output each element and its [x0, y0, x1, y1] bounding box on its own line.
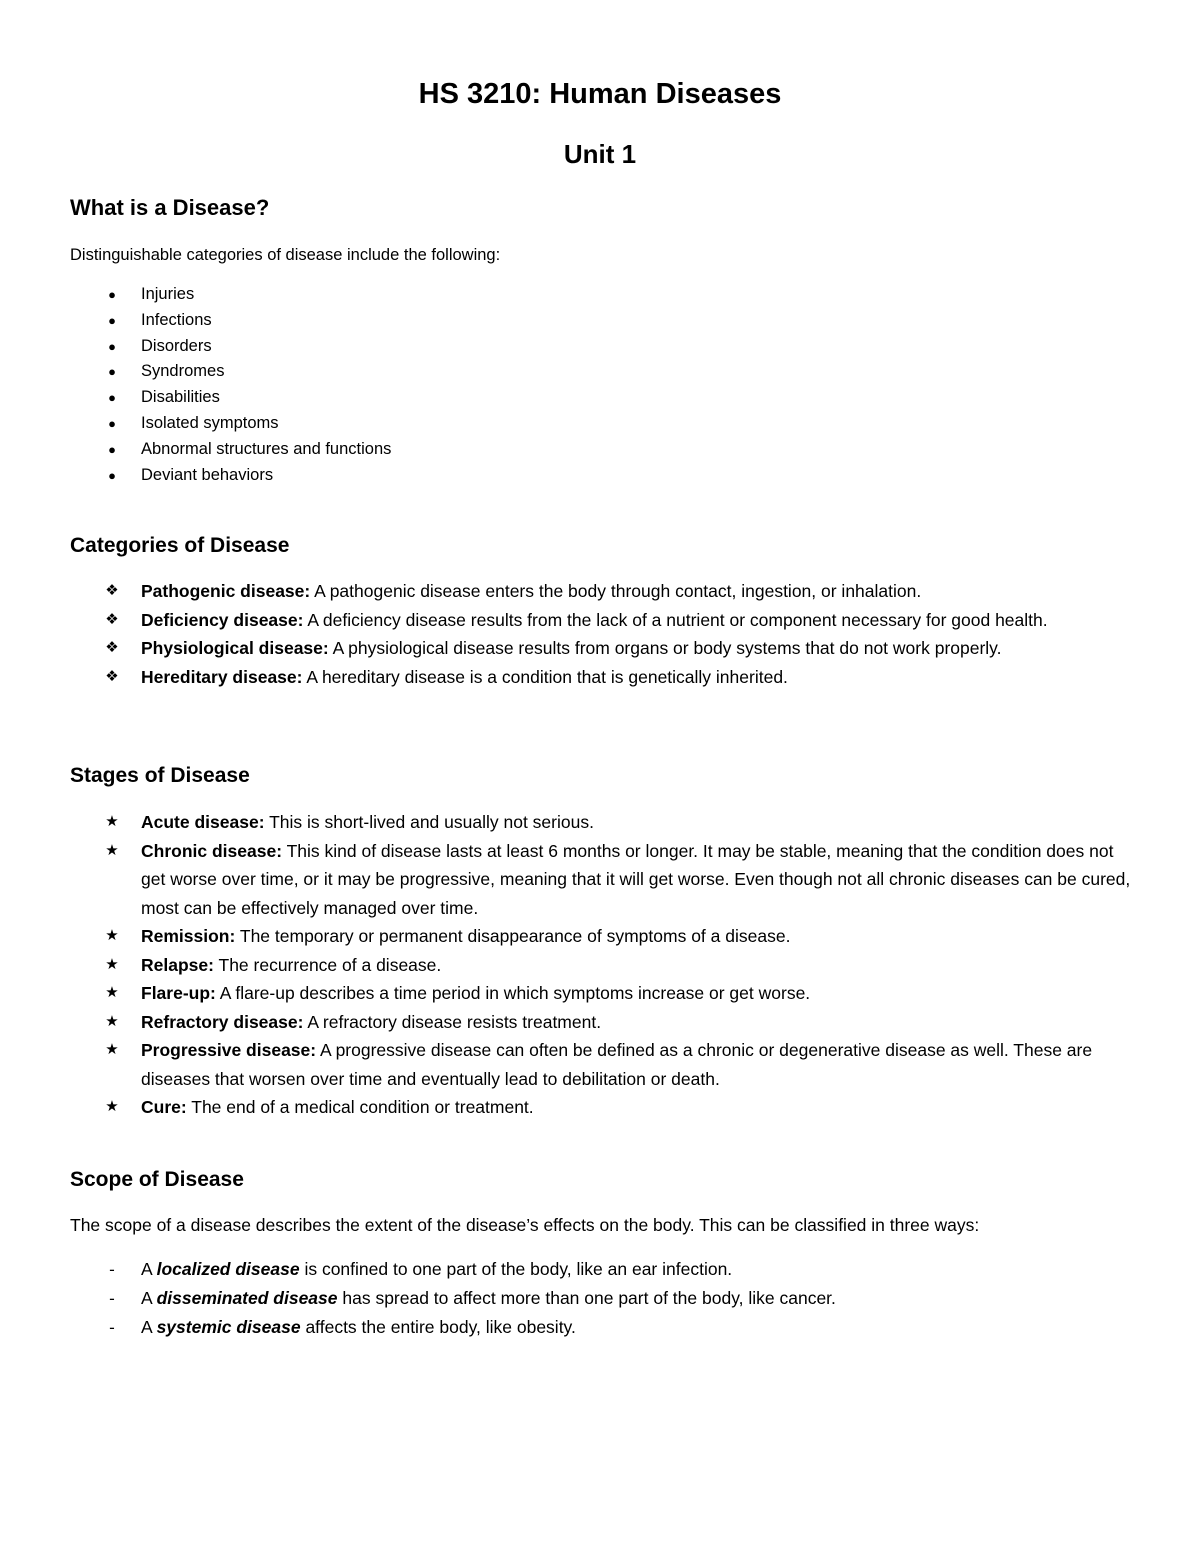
list-item: - A systemic disease affects the entire body, like obesity. — [70, 1313, 1140, 1342]
heading-what-is-disease: What is a Disease? — [70, 195, 270, 220]
diamond-bullet-icon: ❖ — [105, 639, 119, 656]
bullet-dot-icon: ● — [108, 415, 116, 431]
stages-list — [70, 808, 1140, 1122]
bullet-dot-icon: ● — [108, 441, 116, 457]
list-item: - A disseminated disease has spread to affect more than one part of the body, like cancer. — [70, 1284, 1140, 1313]
list-item: ❖ Pathogenic disease: A pathogenic disease enters the body through contact, ingestion, or inhalation. — [70, 577, 1140, 606]
list-item: ● Disorders — [70, 334, 1140, 360]
list-item: ● Deviant behaviors — [70, 463, 1140, 489]
list-item: ● Disabilities — [70, 385, 1140, 411]
document-subtitle: Unit 1 — [563, 139, 637, 169]
bullet-dot-icon: ● — [108, 338, 116, 354]
bullet-dot-icon: ● — [108, 312, 116, 328]
dash-bullet-icon: - — [109, 1289, 115, 1308]
star-bullet-icon: ★ — [105, 1012, 119, 1030]
heading-stages: Stages of Disease — [70, 764, 250, 787]
dash-bullet-icon: - — [109, 1318, 115, 1337]
list-item: ★ Progressive disease: A progressive disease can often be defined as a chronic or degenerative disease as well. These are diseases that worsen over time and eventually lead to debilitation or death. — [70, 1036, 1140, 1093]
star-bullet-icon: ★ — [105, 1098, 119, 1115]
diamond-bullet-icon: ❖ — [105, 667, 119, 685]
bullet-dot-icon: ● — [108, 364, 116, 380]
bullet-dot-icon: ● — [108, 287, 116, 302]
document-title: HS 3210: Human Diseases — [418, 78, 782, 110]
list-item: - A localized disease is confined to one part of the body, like an ear infection. — [70, 1255, 1140, 1284]
disease-intro: Distinguishable categories of disease include the following: — [70, 246, 501, 264]
list-item: ★ Cure: The end of a medical condition or treatment. — [70, 1093, 1140, 1122]
categories-list — [70, 577, 1140, 691]
heading-scope: Scope of Disease — [70, 1168, 244, 1191]
diamond-bullet-icon: ❖ — [105, 582, 119, 599]
star-bullet-icon: ★ — [105, 955, 119, 973]
dash-bullet-icon: - — [109, 1260, 115, 1279]
bullet-dot-icon: ● — [108, 390, 116, 406]
list-item: ★ Acute disease: This is short-lived and usually not serious. — [70, 808, 1140, 837]
star-bullet-icon: ★ — [105, 1041, 119, 1058]
scope-intro: The scope of a disease describes the extent of the disease’s effects on the body. This can be classified in three ways: — [70, 1215, 980, 1235]
heading-categories: Categories of Disease — [70, 534, 290, 557]
disease-types-list — [70, 282, 1140, 488]
list-item: ★ Flare-up: A flare-up describes a time period in which symptoms increase or get worse. — [70, 979, 1140, 1008]
list-item: ❖ Physiological disease: A physiological disease results from organs or body systems that do not work properly. — [70, 634, 1140, 663]
star-bullet-icon: ★ — [105, 813, 119, 830]
list-item: ★ Remission: The temporary or permanent disappearance of symptoms of a disease. — [70, 922, 1140, 951]
list-item: ❖ Hereditary disease: A hereditary disease is a condition that is genetically inherited. — [70, 663, 1140, 692]
list-item: ● Syndromes — [70, 359, 1140, 385]
star-bullet-icon: ★ — [105, 984, 119, 1001]
star-bullet-icon: ★ — [105, 927, 119, 944]
list-item: ● Abnormal structures and functions — [70, 437, 1140, 463]
list-item: ★ Relapse: The recurrence of a disease. — [70, 951, 1140, 980]
scope-list — [70, 1255, 1140, 1342]
list-item: ★ Refractory disease: A refractory disease resists treatment. — [70, 1008, 1140, 1037]
list-item: ● Injuries — [70, 282, 1140, 308]
diamond-bullet-icon: ❖ — [105, 610, 119, 628]
list-item: ● Isolated symptoms — [70, 411, 1140, 437]
list-item: ★ Chronic disease: This kind of disease lasts at least 6 months or longer. It may be stable, meaning that the condition does not get worse over time, or it may be progressive, meaning that it will get worse. Even though not all chronic diseases can be cured, most can be effectively managed over time. — [70, 837, 1140, 923]
list-item: ● Infections — [70, 308, 1140, 334]
star-bullet-icon: ★ — [105, 841, 119, 859]
bullet-dot-icon: ● — [108, 467, 116, 483]
list-item: ❖ Deficiency disease: A deficiency disease results from the lack of a nutrient or component necessary for good health. — [70, 606, 1140, 635]
